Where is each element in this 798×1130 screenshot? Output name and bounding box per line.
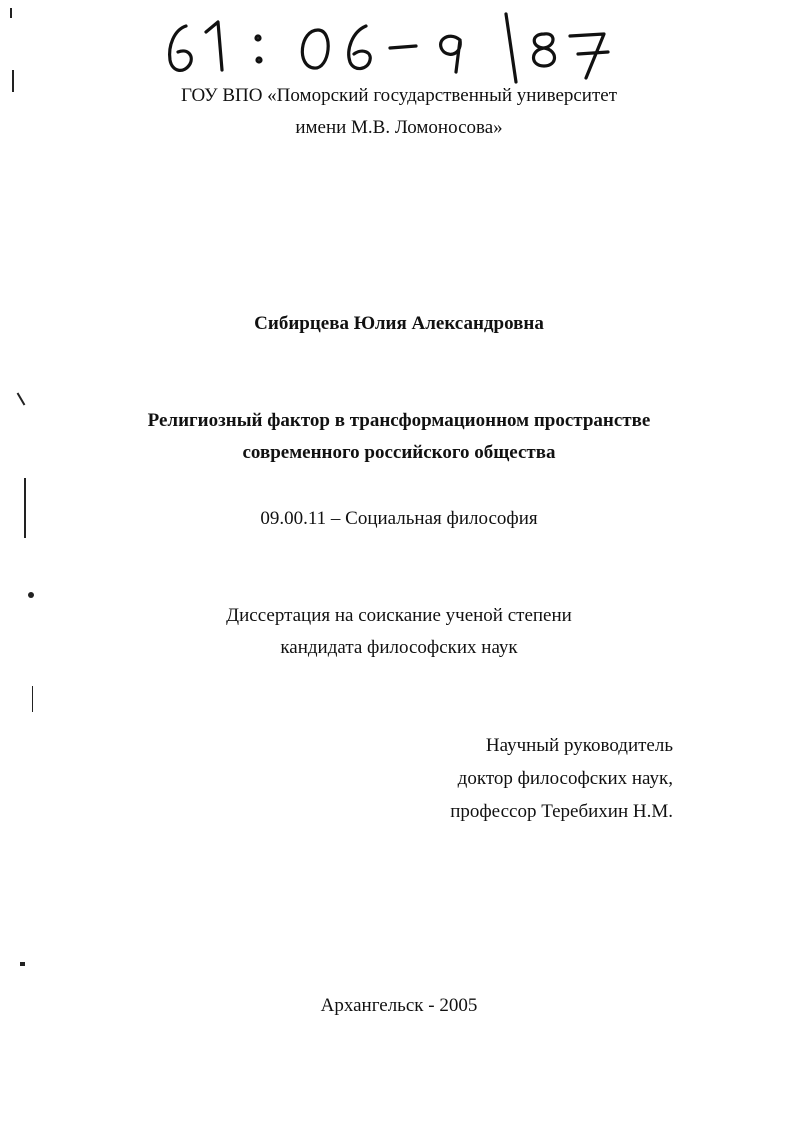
scan-speck [28, 592, 34, 598]
supervisor-name: профессор Теребихин Н.М. [450, 801, 673, 822]
supervisor-label: Научный руководитель [485, 735, 673, 756]
place-and-year: Архангельск - 2005 [320, 995, 478, 1016]
scan-speck [17, 392, 26, 405]
handwritten-archive-number [158, 8, 638, 86]
degree-line-2: кандидата философских наук [280, 637, 518, 658]
institution-line-1: ГОУ ВПО «Поморский государственный университет [180, 85, 618, 106]
author-name: Сибирцева Юлия Александровна [254, 313, 544, 334]
dissertation-title-line-2: современного российского общества [242, 442, 556, 463]
supervisor-degree: доктор философских наук, [457, 768, 673, 789]
scan-speck [32, 686, 33, 712]
specialty-code: 09.00.11 – Социальная философия [260, 508, 538, 529]
degree-line-1: Диссертация на соискание ученой степени [226, 605, 572, 626]
institution-line-2: имени М.В. Ломоносова» [295, 117, 503, 138]
scan-speck [10, 8, 12, 18]
scan-speck [20, 962, 25, 966]
dissertation-title-line-1: Религиозный фактор в трансформационном пространстве [147, 410, 651, 431]
